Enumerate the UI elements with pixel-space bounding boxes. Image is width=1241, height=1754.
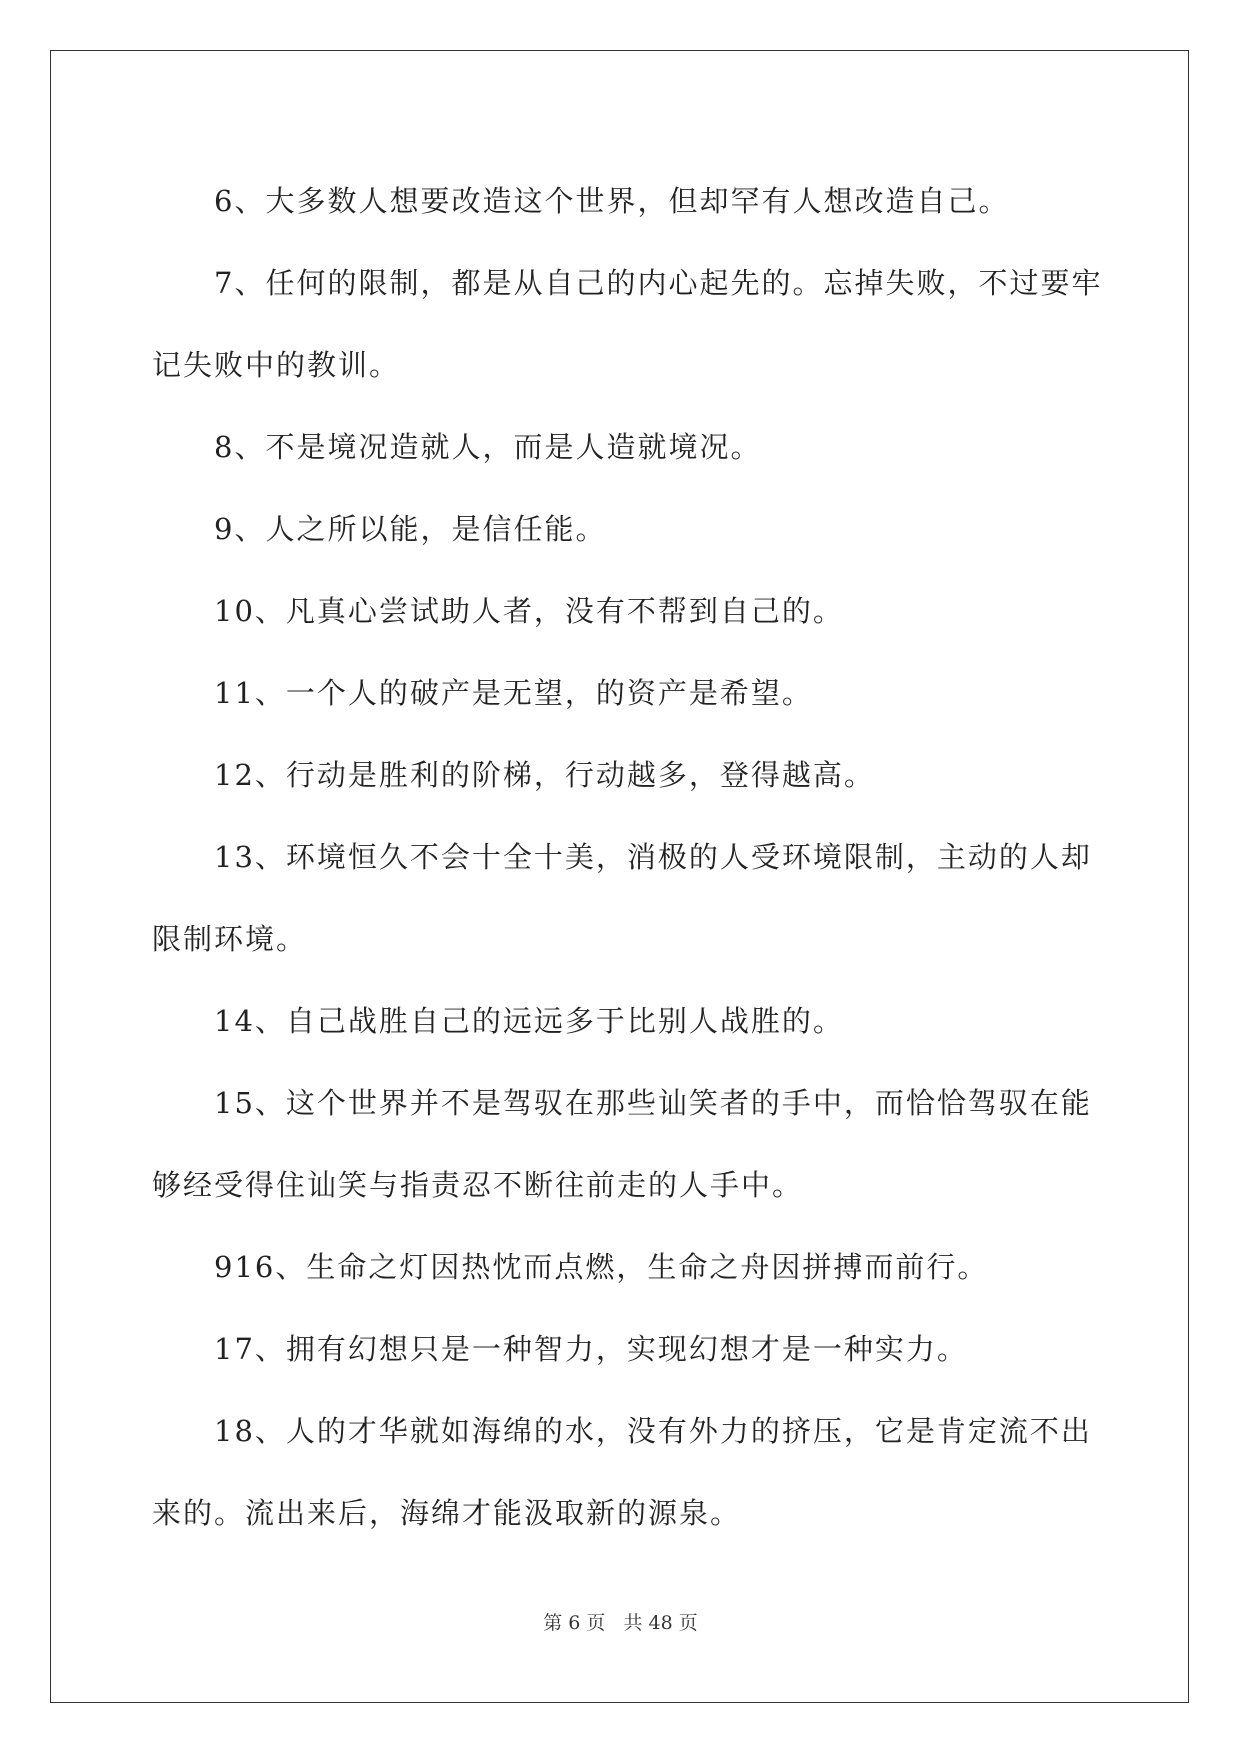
paragraph-9	[152, 488, 1092, 570]
paragraph-line: 11、一个人的破产是无望，的资产是希望。	[214, 676, 813, 710]
paragraph-18	[152, 1390, 1092, 1554]
paragraph-line: 17、拥有幻想只是一种智力，实现幻想才是一种实力。	[214, 1332, 968, 1366]
document-body	[152, 160, 1103, 1554]
paragraph-line-continued: 够经受得住讪笑与指责忍不断往前走的人手中。	[152, 1168, 804, 1202]
paragraph-10	[152, 570, 1092, 652]
paragraph-15	[152, 1062, 1092, 1226]
page-footer	[0, 1608, 1241, 1635]
paragraph-line: 9、人之所以能，是信任能。	[214, 512, 607, 546]
paragraph-8	[152, 406, 1092, 488]
paragraph-line: 15、这个世界并不是驾驭在那些讪笑者的手中，而恰恰驾驭在能	[214, 1086, 1092, 1120]
paragraph-line-continued: 来的。流出来后，海绵才能汲取新的源泉。	[152, 1496, 742, 1530]
paragraph-line: 14、自己战胜自己的远远多于比别人战胜的。	[214, 1004, 844, 1038]
paragraph-line: 6、大多数人想要改造这个世界，但却罕有人想改造自己。	[214, 184, 1010, 218]
paragraph-line: 18、人的才华就如海绵的水，没有外力的挤压，它是肯定流不出	[214, 1414, 1092, 1448]
paragraph-line: 916、生命之灯因热忱而点燃，生命之舟因拼搏而前行。	[214, 1250, 989, 1284]
paragraph-11	[152, 652, 1092, 734]
paragraph-line: 8、不是境况造就人，而是人造就境况。	[214, 430, 762, 464]
paragraph-line: 7、任何的限制，都是从自己的内心起先的。忘掉失败，不过要牢	[214, 266, 1103, 300]
paragraph-12	[152, 734, 1092, 816]
page-number: 第 6 页	[543, 1612, 606, 1634]
paragraph-line-continued: 限制环境。	[152, 922, 308, 956]
paragraph-line-continued: 记失败中的教训。	[152, 348, 401, 382]
page-total: 共 48 页	[623, 1612, 698, 1634]
paragraph-6	[152, 160, 1092, 242]
paragraph-17	[152, 1308, 1092, 1390]
paragraph-7	[152, 242, 1103, 406]
paragraph-line: 13、环境恒久不会十全十美，消极的人受环境限制，主动的人却	[214, 840, 1092, 874]
paragraph-line: 12、行动是胜利的阶梯，行动越多，登得越高。	[214, 758, 875, 792]
paragraph-16	[152, 1226, 1092, 1308]
paragraph-line: 10、凡真心尝试助人者，没有不帮到自己的。	[214, 594, 844, 628]
paragraph-14	[152, 980, 1092, 1062]
paragraph-13	[152, 816, 1092, 980]
